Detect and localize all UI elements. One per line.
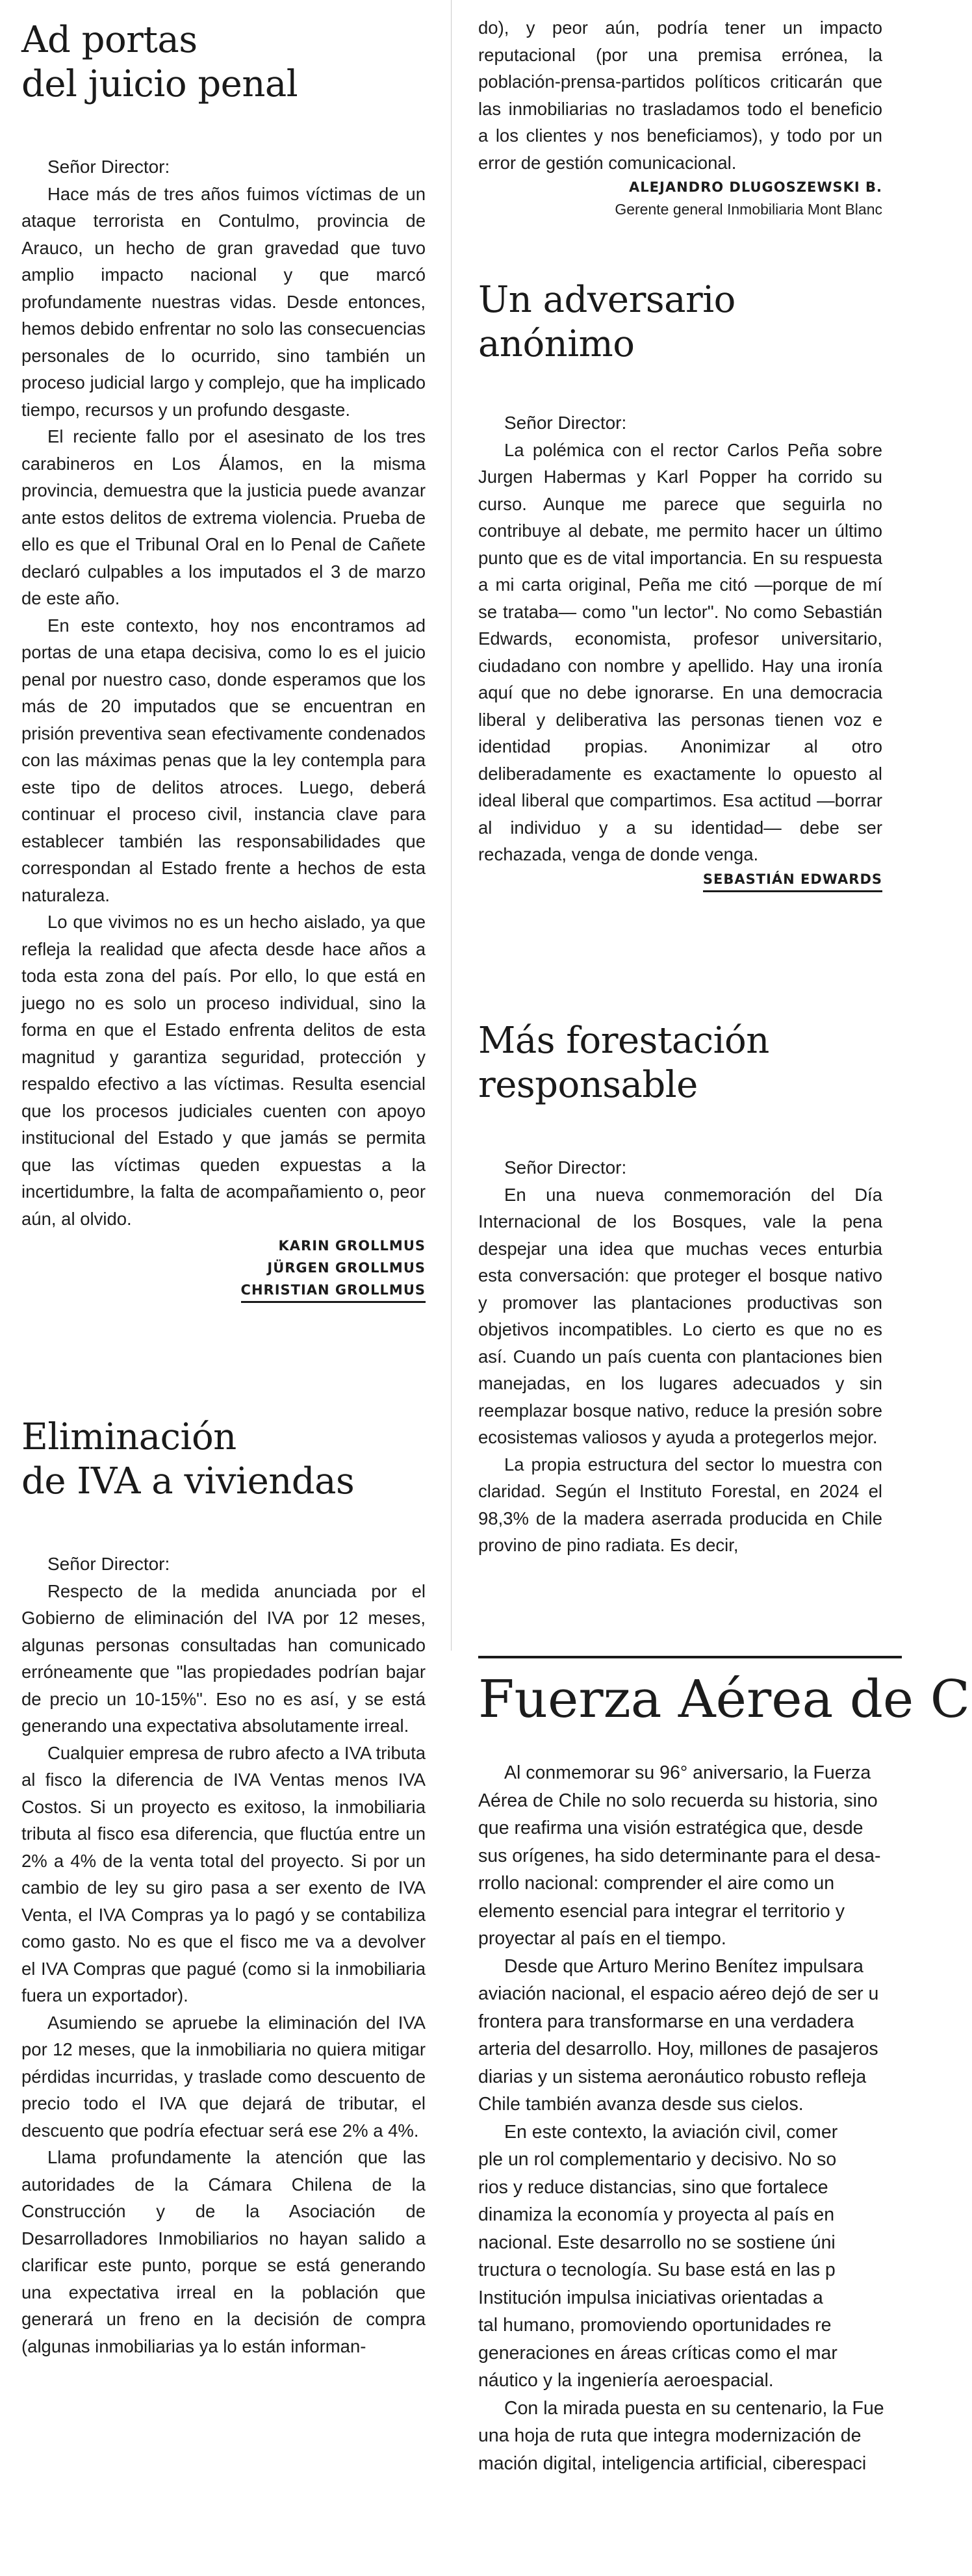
editorial-line: elemento esencial para integrar el territorio y: [478, 1900, 845, 1922]
editorial-line: Al conmemorar su 96° aniversario, la Fuerza: [504, 1762, 871, 1783]
editorial-line: Con la mirada puesta en su centenario, la Fue: [504, 2397, 884, 2419]
signature: [21, 1279, 426, 1303]
signature: [478, 176, 882, 198]
letter-ad-portas: [21, 18, 426, 1303]
letter-title: [478, 278, 882, 367]
editorial-line: arteria del desarrollo. Hoy, millones de pasajeros: [478, 2039, 878, 2059]
editorial-line: sus orígenes, ha sido determinante para el desa-: [478, 1845, 881, 1866]
editorial-body: [478, 1759, 972, 2477]
editorial-line: náutico y la ingeniería aeroespacial.: [478, 2370, 774, 2391]
editorial-line: mación digital, inteligencia artificial, ciberespaci: [478, 2453, 867, 2474]
editorial-line: nacional. Este desarrollo no se sostiene úni: [478, 2232, 836, 2253]
letter-title: [478, 1019, 882, 1107]
signature: [478, 868, 882, 892]
editorial-line: Chile también avanza desde sus cielos.: [478, 2094, 804, 2115]
editorial-line: tructura o tecnología. Su base está en las p: [478, 2260, 836, 2280]
paragraph: Lo que vivimos no es un hecho aislado, ya que refleja la realidad que afecta desde hace años a toda esta zona del país. Por ello, lo que está en juego no es solo un proceso individual, sino la forma en que el Estado enfrenta delitos de esta magnitud y garantiza seguridad, protección y respaldo efectivo a las víctimas. Resulta esencial que los procesos judiciales cuenten con apoyo institucional del Estado y que jamás se permita que las víctimas queden expuestas a la incertidumbre, la falta de acompañamiento o, peor aún, al olvido.: [21, 912, 426, 1229]
editorial-line: Desde que Arturo Merino Benítez impulsara: [504, 1955, 863, 1977]
editorial-line: tal humano, promoviendo oportunidades re: [478, 2315, 832, 2336]
editorial-title: Fuerza Aérea de C: [478, 1669, 970, 1729]
paragraph: La polémica con el rector Carlos Peña sobre Jurgen Habermas y Karl Popper ha corrido su curso. Aunque me parece que seguirla no contribuye al debate, me permito hacer un último punto que es de vital importancia. En su respuesta a mi carta original, Peña me citó —porque de mí se trataba— como "un lector". No como Sebastián Edwards, economista, profesor universitario, ciudadano con nombre y apellido. Hay una ironía aquí que no debe ignorarse. En una democracia liberal y deliberativa las personas tienen voz e identidad propias. Anonimizar al otro deliberadamente es exactamente lo opuesto al ideal liberal que compartimos. Esa actitud —borrar al individuo y a su identidad— debe ser rechazada, venga de donde venga.: [478, 439, 882, 864]
letter-eliminacion-iva-continued: [478, 14, 882, 220]
letter-body: [478, 14, 882, 176]
signature: [21, 1235, 426, 1257]
signature: [21, 1257, 426, 1279]
title-line: de IVA a viviendas: [21, 1460, 355, 1502]
letter-body: [21, 1578, 426, 2360]
editorial-line: generaciones en áreas críticas como el mar: [478, 2342, 838, 2363]
editorial-line: proyectar al país en el tiempo.: [478, 1928, 726, 1949]
signature-name: ALEJANDRO DLUGOSZEWSKI B.: [629, 179, 882, 195]
section-rule: [478, 1656, 902, 1658]
editorial-line: que reafirma una visión estratégica que, desde: [478, 1818, 863, 1838]
paragraph: Respecto de la medida anunciada por el Gobierno de eliminación del IVA por 12 meses, algunas personas consultadas han comunicado erróneamente que "las propiedades podrían bajar de precio un 10-15%". Eso no es así, y se está generando una expectativa absolutamente irreal.: [21, 1580, 426, 1736]
paragraph: La propia estructura del sector lo muestra con claridad. Según el Instituto Forestal, en 2024 el 98,3% de la madera aserrada producida en Chile provino de pino radiata. Es decir,: [478, 1454, 882, 1555]
editorial-line: frontera para transformarse en una verdadera: [478, 2011, 854, 2032]
title-line: responsable: [478, 1064, 698, 1106]
title-line: Eliminación: [21, 1416, 237, 1458]
letter-adversario-anonimo: [478, 278, 882, 892]
paragraph: Cualquier empresa de rubro afecto a IVA tributa al fisco la diferencia de IVA Ventas menos IVA Costos. Si un proyecto es exitoso, la inmobiliaria tributa al fisco esa diferencia, que fluctúa entre un 2% a 4% de la venta total del proyecto. Si por un cambio de ley su giro pasa a ser exento de IVA Venta, el IVA Compras ya lo pagó y se contabiliza como gasto. No es que el fisco me va a devolver el IVA Compras que pagué (como si la inmobiliaria fuera un exportador).: [21, 1742, 426, 2005]
letter-eliminacion-iva: [21, 1415, 426, 2360]
editorial-line: aviación nacional, el espacio aéreo dejó de ser u: [478, 1983, 879, 2004]
letter-body: [478, 1181, 882, 1559]
letter-body: [478, 437, 882, 868]
editorial-line: Institución impulsa iniciativas orientadas a: [478, 2287, 823, 2308]
paragraph: El reciente fallo por el asesinato de los tres carabineros en Los Álamos, en la misma provincia, demuestra que la justicia puede avanzar ante estos delitos de extrema violencia. Prueba de ello es que el Tribunal Oral en lo Penal de Cañete declaró culpables a los imputados el 3 de marzo de este año.: [21, 426, 426, 608]
title-line: del juicio penal: [21, 63, 298, 105]
paragraph: En una nueva conmemoración del Día Internacional de los Bosques, vale la pena despejar una idea que muchas veces enturbia esta conversación: que proteger el bosque nativo y promover las plantaciones productivas son objetivos incompatibles. Lo cierto es que no es así. Cuando un país cuenta con plantaciones bien manejadas, en los lugares adecuados y sin reemplazar bosque nativo, reduce la presión sobre ecosistemas valiosos y ayuda a protegerlos mejor.: [478, 1184, 882, 1447]
title-line: anónimo: [478, 323, 635, 365]
signature-name: SEBASTIÁN EDWARDS: [703, 868, 882, 892]
title-line: Un adversario: [478, 279, 735, 321]
letter-body: [21, 181, 426, 1233]
paragraph: do), y peor aún, podría tener un impacto reputacional (por una premisa errónea, la población-prensa-partidos políticos criticarán que las inmobiliarias no trasladamos todo el beneficio a los clientes y nos beneficiamos), y todo por un error de gestión comunicacional.: [478, 18, 882, 173]
title-line: Ad portas: [21, 19, 198, 61]
editorial-line: una hoja de ruta que integra modernización de: [478, 2425, 862, 2446]
letter-mas-forestacion: [478, 1019, 882, 1559]
salutation: Señor Director:: [47, 1554, 170, 1574]
paragraph: Hace más de tres años fuimos víctimas de un ataque terrorista en Contulmo, provincia de Arauco, un hecho de gran gravedad que tuvo amplio impacto nacional y que marcó profundamente nuestras vidas. Desde entonces, hemos debido enfrentar no solo las consecuencias personales de lo ocurrido, sino también un proceso judicial largo y complejo, que ha implicado tiempo, recursos y un profundo desgaste.: [21, 183, 426, 420]
salutation: Señor Director:: [504, 1157, 627, 1178]
signature-name: CHRISTIAN GROLLMUS: [241, 1279, 426, 1303]
editorial-fuerza-aerea: [478, 1660, 972, 2477]
salutation: Señor Director:: [47, 157, 170, 177]
editorial-line: ple un rol complementario y decisivo. No so: [478, 2149, 837, 2170]
paragraph: Llama profundamente la atención que las autoridades de la Cámara Chilena de la Construcción y de la Asociación de Desarrolladores Inmobiliarios no hayan salido a clarificar este punto, porque se está generando una expectativa irreal en la población que generará un freno en la decisión de compra (algunas inmobiliarias ya lo están informan-: [21, 2147, 426, 2356]
letter-title: [21, 1415, 426, 1504]
signature-name: JÜRGEN GROLLMUS: [267, 1260, 426, 1276]
editorial-line: diarias y un sistema aeronáutico robusto refleja: [478, 2066, 867, 2087]
title-line: Más forestación: [478, 1020, 769, 1062]
paragraph: En este contexto, hoy nos encontramos ad portas de una etapa decisiva, como lo es el juicio penal por nuestro caso, donde esperamos que los más de 20 imputados que se encuentran en prisión preventiva sean efectivamente condenados con las máximas penas que la ley contempla para este tipo de delitos atroces. Luego, deberá continuar el proceso civil, instancia clave para establecer también las responsabilidades que correspondan al Estado frente a hechos de esta naturaleza.: [21, 615, 426, 905]
signature-name: KARIN GROLLMUS: [278, 1238, 426, 1254]
paragraph: Asumiendo se apruebe la eliminación del IVA por 12 meses, que la inmobiliaria no quiera mitigar pérdidas incurridas, y traslade como descuento de precio todo el IVA que dejará de tributar, el descuento que podría efectuar será ese 2% a 4%.: [21, 2012, 426, 2141]
editorial-line: rios y reduce distancias, sino que fortalece: [478, 2176, 828, 2198]
signature-role: Gerente general Inmobiliaria Mont Blanc: [615, 201, 882, 218]
editorial-line: rrollo nacional: comprender el aire como un: [478, 1873, 835, 1894]
editorial-line: dinamiza la economía y proyecta al país en: [478, 2204, 835, 2225]
letter-title: [21, 18, 426, 107]
salutation: Señor Director:: [504, 413, 627, 433]
editorial-line: Aérea de Chile no solo recuerda su historia, sino: [478, 1790, 878, 1811]
editorial-line: En este contexto, la aviación civil, comer: [504, 2121, 838, 2143]
column-divider: [451, 0, 452, 1651]
